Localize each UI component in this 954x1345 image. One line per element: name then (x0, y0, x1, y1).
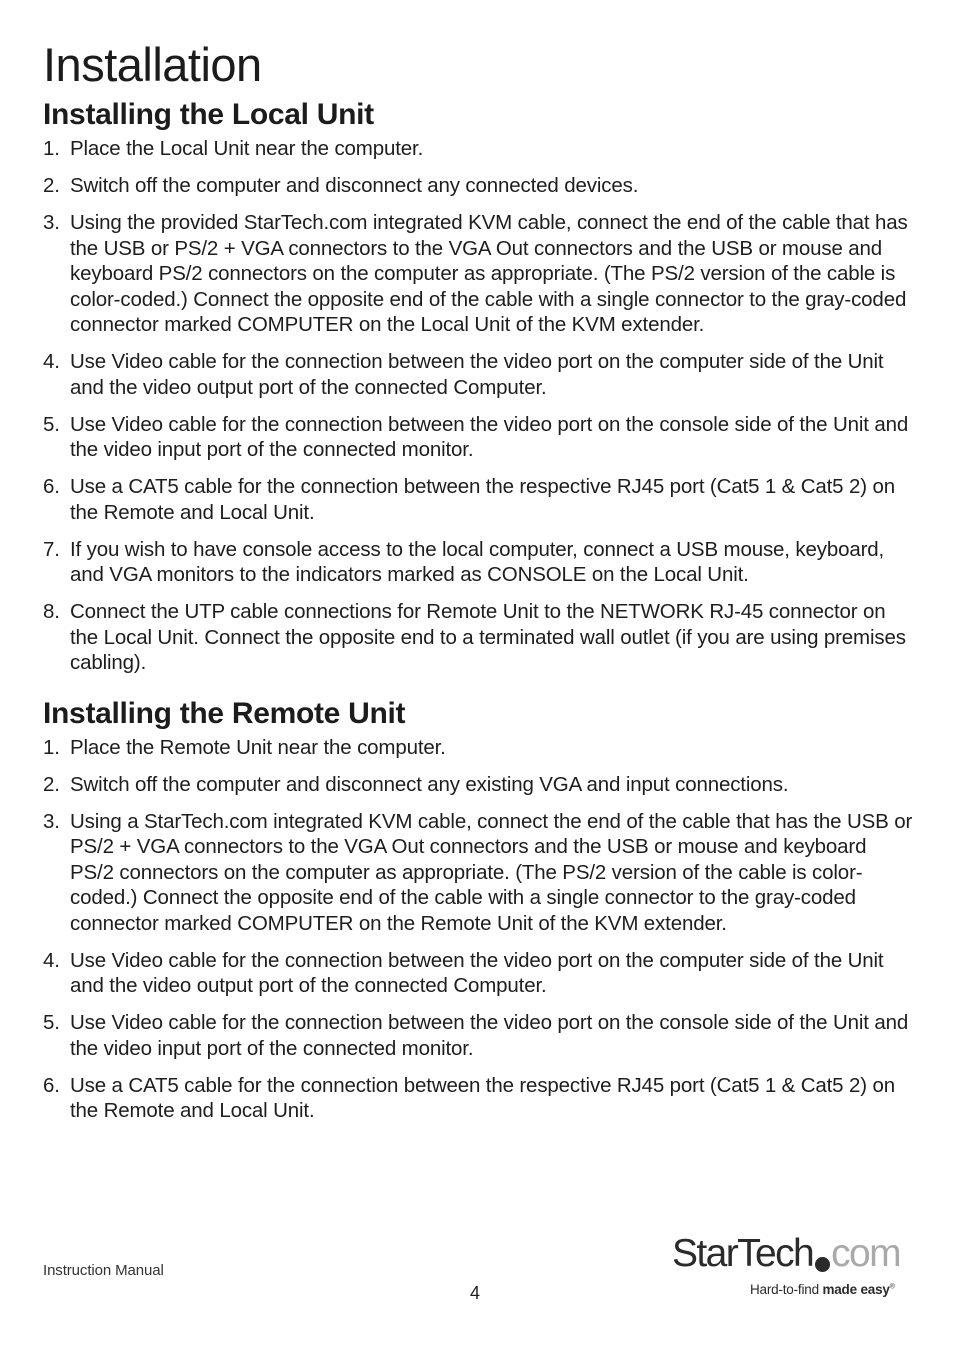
step-number: 3. (43, 211, 60, 234)
footer-label: Instruction Manual (43, 1262, 164, 1279)
document-page (43, 34, 913, 1135)
logo-dot-icon (815, 1257, 830, 1272)
list-item (43, 474, 913, 525)
step-number: 4. (43, 948, 60, 972)
step-number: 5. (43, 412, 60, 436)
step-text: Place the Remote Unit near the computer. (70, 735, 446, 759)
step-number: 2. (43, 772, 60, 796)
list-item (43, 537, 913, 588)
remote-unit-steps (43, 735, 913, 1124)
step-number: 8. (43, 600, 60, 623)
step-number: 7. (43, 537, 60, 561)
list-item (43, 735, 913, 761)
tagline-regular: Hard-to-find (750, 1282, 823, 1297)
step-number: 1. (43, 137, 60, 160)
list-item (43, 136, 913, 162)
list-item (43, 772, 913, 798)
step-text: Use a CAT5 cable for the connection between the respective RJ45 port (Cat5 1 & Cat5 2) on the Remote and Local Unit. (70, 475, 895, 524)
tagline-bold: made easy (822, 1282, 890, 1297)
step-text: Using a StarTech.com integrated KVM cable, connect the end of the cable that has the USB or PS/2 + VGA connectors to the VGA Out connectors and the USB or mouse and keyboard PS/2 connectors on the computer as appropriate. (The PS/2 version of the cable is color-coded.) Connect the opposite end of the cable with a single connector to the gray-coded connector marked COMPUTER on the Remote Unit of the KVM extender. (70, 809, 913, 935)
list-item (43, 1010, 913, 1061)
step-text: Switch off the computer and disconnect any connected devices. (70, 174, 639, 197)
list-item (43, 412, 913, 463)
step-text: Switch off the computer and disconnect any existing VGA and input connections. (70, 772, 789, 796)
step-text: Use Video cable for the connection between the video port on the computer side of the Unit and the video output port of the connected Computer. (70, 948, 884, 997)
step-number: 5. (43, 1011, 60, 1034)
registered-mark: ® (889, 1283, 895, 1291)
list-item (43, 1073, 913, 1124)
list-item (43, 599, 913, 676)
step-number: 1. (43, 735, 60, 759)
startech-logo (672, 1232, 912, 1302)
step-text: If you wish to have console access to the local computer, connect a USB mouse, keyboard, and VGA monitors to the indicators marked as CONSOLE on the Local Unit. (70, 537, 885, 586)
step-number: 2. (43, 174, 60, 197)
step-text: Use a CAT5 cable for the connection between the respective RJ45 port (Cat5 1 & Cat5 2) on the Remote and Local Unit. (70, 1073, 895, 1122)
section-heading-local-unit: Installing the Local Unit (43, 98, 374, 131)
logo-wordmark (672, 1232, 900, 1276)
section-heading-remote-unit: Installing the Remote Unit (43, 696, 406, 730)
step-number: 6. (43, 475, 60, 498)
list-item (43, 349, 913, 400)
step-text: Use Video cable for the connection between the video port on the console side of the Unit and the video input port of the connected monitor. (70, 1011, 909, 1060)
logo-brand-suffix: com (831, 1232, 900, 1275)
step-text: Use Video cable for the connection between the video port on the computer side of the Unit and the video output port of the connected Computer. (70, 350, 884, 399)
page-title: Installation (43, 38, 262, 91)
step-number: 3. (43, 809, 60, 833)
logo-brand-main: StarTech (672, 1232, 814, 1275)
step-text: Using the provided StarTech.com integrated KVM cable, connect the end of the cable that has the USB or PS/2 + VGA connectors to the VGA Out connectors and the USB or mouse and keyboard PS/2 connectors on the computer as appropriate. (The PS/2 version of the cable is color-coded.) Connect the opposite end of the cable with a single connector to the gray-coded connector marked COMPUTER on the Local Unit of the KVM extender. (70, 211, 908, 336)
local-unit-steps (43, 136, 913, 676)
logo-tagline (750, 1282, 895, 1297)
list-item (43, 948, 913, 999)
page-number: 4 (470, 1283, 481, 1303)
step-text: Place the Local Unit near the computer. (70, 137, 424, 160)
list-item (43, 809, 913, 937)
step-text: Connect the UTP cable connections for Remote Unit to the NETWORK RJ-45 connector on the Local Unit. Connect the opposite end to a terminated wall outlet (if you are using premises cabling). (70, 600, 906, 674)
step-text: Use Video cable for the connection between the video port on the console side of the Unit and the video input port of the connected monitor. (70, 412, 909, 461)
step-number: 4. (43, 350, 60, 373)
step-number: 6. (43, 1073, 60, 1097)
list-item (43, 173, 913, 199)
list-item (43, 210, 913, 338)
